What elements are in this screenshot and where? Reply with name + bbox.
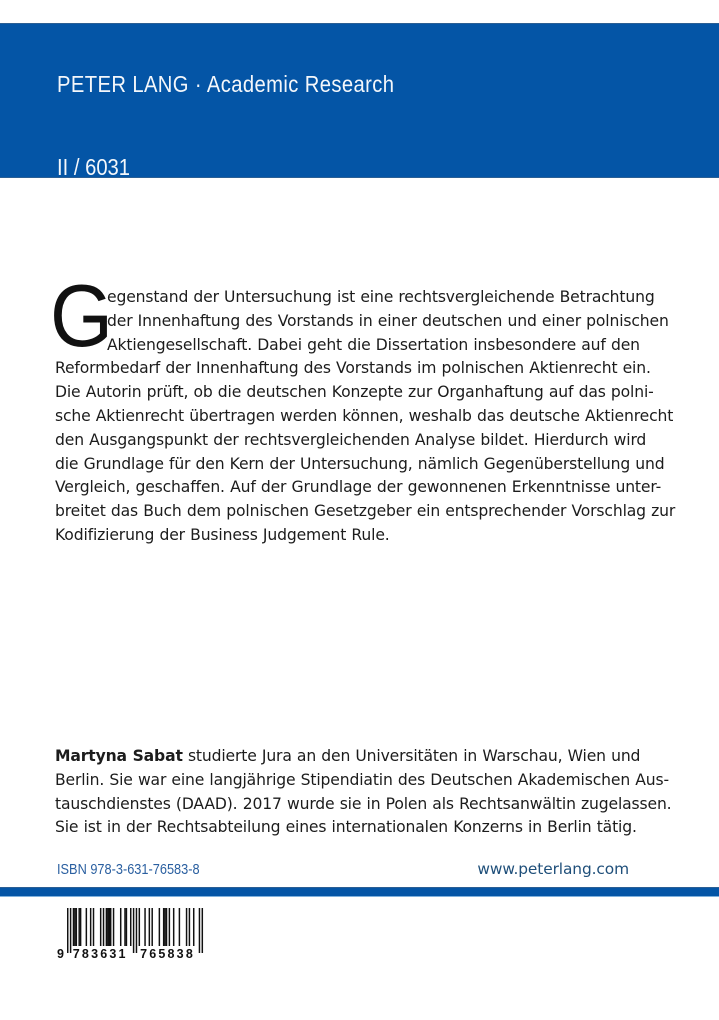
isbn-label: ISBN 978-3-631-76583-8 [57,862,200,878]
publisher-url[interactable]: www.peterlang.com [477,860,629,878]
abstract-line: Vergleich, geschaffen. Auf der Grundlage der gewonnenen Erkenntnisse unter- [55,478,662,497]
abstract-line: breitet das Buch dem polnischen Gesetzgeber ein entsprechender Vorschlag zur [55,502,676,521]
author-name: Martyna Sabat [55,747,183,765]
bio-line: Sie ist in der Rechtsabteilung eines internationalen Konzerns in Berlin tätig. [55,818,637,837]
abstract-line: Kodifizierung der Business Judgement Rule. [55,525,390,544]
svg-text:9: 9 [57,947,67,960]
abstract-line: Aktiengesellschaft. Dabei geht die Dissertation insbesondere auf den [107,335,640,354]
abstract-line: Die Autorin prüft, ob die deutschen Konzepte zur Organhaftung auf das polni- [55,383,654,402]
bio-line [55,745,641,769]
abstract-line: die Grundlage für den Kern der Untersuchung, nämlich Gegenüberstellung und [55,454,665,473]
bio-line: Berlin. Sie war eine langjährige Stipendiatin des Deutschen Akademischen Aus- [55,770,669,789]
author-bio [55,745,672,840]
abstract-line: Reformbedarf der Innenhaftung des Vorstands im polnischen Aktienrecht ein. [55,359,651,378]
abstract-line: der Innenhaftung des Vorstands in einer deutschen und einer polnischen [107,311,669,330]
drop-cap: G [50,266,113,365]
series-title: PETER LANG · Academic Research [57,71,395,97]
barcode-graphic [55,906,215,960]
bio-line: tauschdienstes (DAAD). 2017 wurde sie in Polen als Rechtsanwältin zugelassen. [55,794,672,813]
isbn-barcode [55,906,215,960]
svg-text:783631: 783631 [72,947,128,960]
abstract-line: den Ausgangspunkt der rechtsvergleichenden Analyse bildet. Hierdurch wird [55,430,647,449]
abstract-line: egenstand der Untersuchung ist eine rechtsvergleichende Betrachtung [107,288,655,306]
series-number: II / 6031 [57,154,131,180]
abstract-line: sche Aktienrecht übertragen werden können, weshalb das deutsche Aktienrecht [55,406,674,425]
bio-line-text: studierte Jura an den Universitäten in Warschau, Wien und [182,747,641,765]
svg-text:765838: 765838 [140,947,196,960]
abstract-text [55,286,676,548]
footer-rule [0,887,719,897]
series-banner [0,23,719,178]
